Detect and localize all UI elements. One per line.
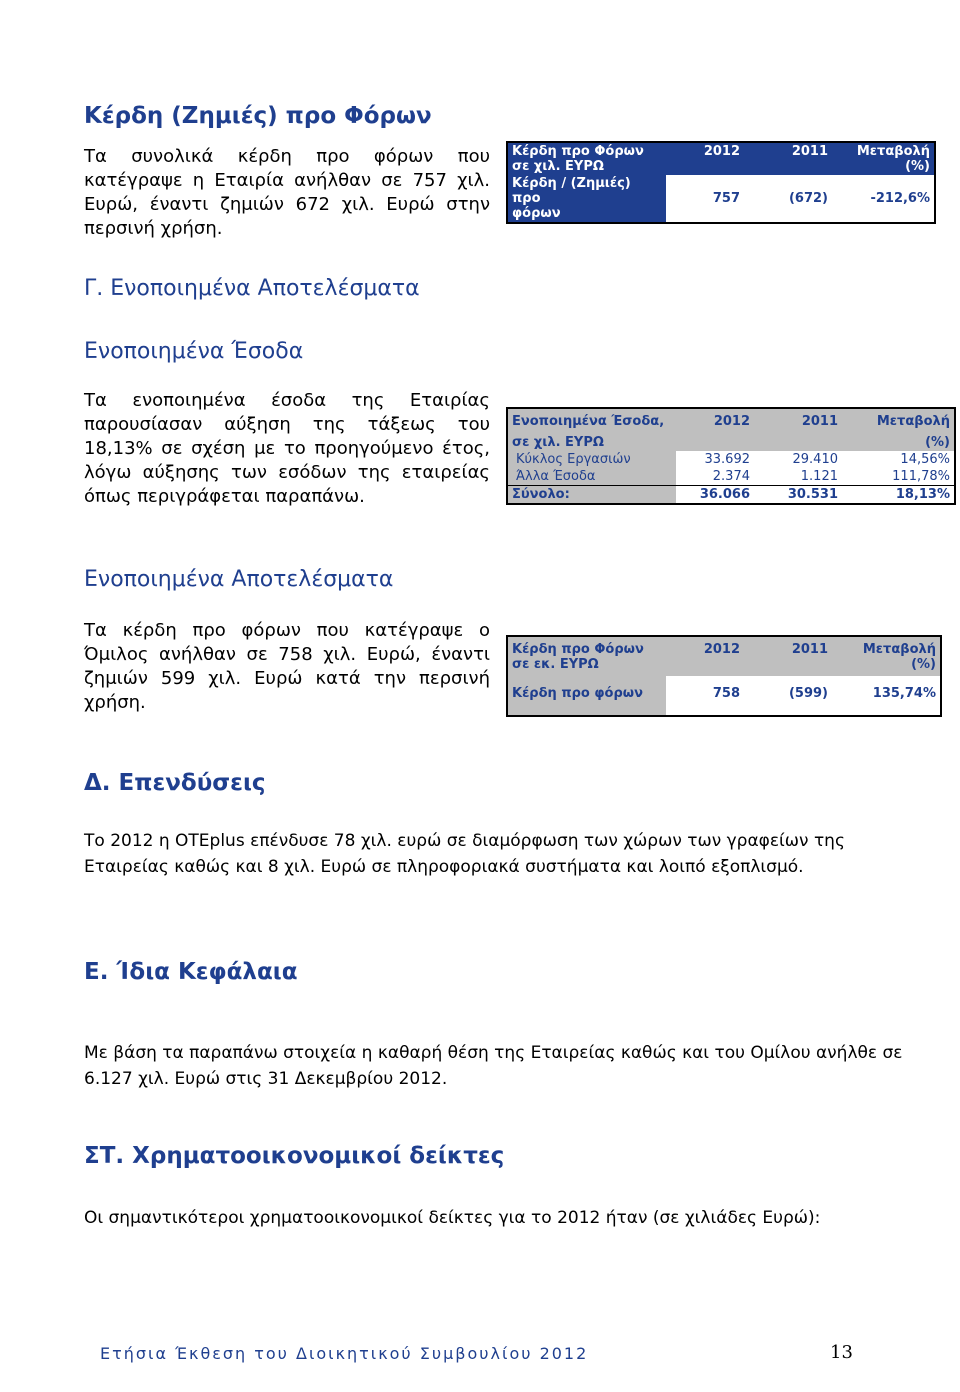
header-label-line2: σε χιλ. ΕΥΡΩ	[512, 159, 604, 174]
row-2011: (672)	[788, 191, 828, 206]
results-header-label	[507, 636, 666, 676]
revenue-row-change: 111,78%	[892, 469, 950, 484]
revenue-row-2011: 1.121	[800, 469, 838, 484]
revenue-header-change-line2: (%)	[925, 435, 950, 450]
results-table	[506, 635, 942, 717]
results-header-label-line1: Κέρδη προ Φόρων	[512, 642, 644, 657]
table-row	[507, 676, 941, 716]
revenue-subtitle: Ενοποιημένα Έσοδα	[84, 339, 304, 364]
profit-section-title: Κέρδη (Ζημιές) προ Φόρων	[84, 103, 432, 129]
results-table-header	[507, 636, 941, 676]
revenue-row-2011: 29.410	[792, 452, 838, 467]
results-header-2012: 2012	[703, 642, 740, 657]
header-2011: 2011	[791, 144, 828, 159]
header-change-line1: Μεταβολή	[856, 144, 930, 159]
revenue-header-label	[507, 408, 676, 451]
header-change-line2: (%)	[905, 159, 930, 174]
table-row	[507, 451, 955, 468]
row-label-line2: φόρων	[512, 206, 561, 221]
revenue-total-2011: 30.531	[787, 487, 838, 502]
revenue-total-change: 18,13%	[895, 487, 950, 502]
header-2012: 2012	[703, 144, 740, 159]
profit-table-header-label	[507, 142, 666, 175]
results-row-2011: (599)	[788, 686, 828, 701]
row-change: -212,6%	[870, 191, 930, 206]
revenue-header-2011: 2011	[801, 414, 838, 429]
results-subtitle: Ενοποιημένα Αποτελέσματα	[84, 567, 394, 592]
equity-paragraph: Με βάση τα παραπάνω στοιχεία η καθαρή θέση της Εταιρείας καθώς και του Ομίλου ανήλθε σε 6.127 χιλ. Ευρώ στις 31 Δεκεμβρίου 2012.	[84, 1043, 903, 1089]
profit-table-header	[507, 142, 935, 175]
results-row-2012: 758	[712, 686, 740, 701]
page-number: 13	[830, 1342, 853, 1363]
results-header-change	[832, 636, 941, 676]
revenue-total-label: Σύνολο:	[507, 486, 676, 505]
table-row	[507, 175, 935, 223]
results-paragraph: Τα κέρδη προ φόρων που κατέγραψε ο Όμιλος ανήλθαν σε 758 χιλ. Ευρώ, έναντι ζημιών 599 χιλ. Ευρώ κατά την περσινή χρήση.	[84, 620, 490, 713]
footer-text: Ετήσια Έκθεση του Διοικητικού Συμβουλίου 2012	[100, 1344, 589, 1363]
ratios-paragraph: Οι σημαντικότεροι χρηματοοικονομικοί δείκτες για το 2012 ήταν (σε χιλιάδες Ευρώ):	[84, 1208, 821, 1228]
profit-table	[506, 141, 936, 224]
header-change	[832, 142, 935, 175]
results-header-change-line1: Μεταβολή	[862, 642, 936, 657]
revenue-row-label: Κύκλος Εργασιών	[507, 451, 676, 468]
row-label	[507, 175, 666, 223]
profit-paragraph: Τα συνολικά κέρδη προ φόρων που κατέγραψε η Εταιρία ανήλθαν σε 757 χιλ. Ευρώ, έναντι ζημιών 672 χιλ. Ευρώ στην περσινή χρήση.	[84, 146, 490, 239]
ratios-title: ΣΤ. Χρηματοοικονομικοί δείκτες	[84, 1143, 505, 1169]
revenue-row-label: Άλλα Έσοδα	[507, 468, 676, 486]
revenue-row-2012: 2.374	[712, 469, 750, 484]
header-label-line1: Κέρδη προ Φόρων	[512, 144, 644, 159]
results-header-change-line2: (%)	[911, 657, 936, 672]
table-row	[507, 468, 955, 486]
row-label-line1: Κέρδη / (Ζημιές) προ	[512, 176, 631, 206]
revenue-header-label-line2: σε χιλ. ΕΥΡΩ	[512, 435, 604, 450]
revenue-header-change	[842, 408, 955, 451]
revenue-row-change: 14,56%	[900, 452, 950, 467]
results-header-2011: 2011	[791, 642, 828, 657]
revenue-table-header	[507, 408, 955, 451]
revenue-header-label-line1: Ενοποιημένα Έσοδα,	[512, 414, 665, 429]
revenue-total-2012: 36.066	[699, 487, 750, 502]
results-header-label-line2: σε εκ. ΕΥΡΩ	[512, 657, 599, 672]
results-row-change: 135,74%	[872, 686, 936, 701]
revenue-paragraph: Τα ενοποιημένα έσοδα της Εταιρίας παρουσίασαν αύξηση της τάξεως του 18,13% σε σχέση με το προηγούμενο έτος, λόγω αύξησης των εσόδων της εταιρείας όπως περιγράφεται παραπάνω.	[84, 390, 490, 507]
equity-title: Ε. Ίδια Κεφάλαια	[84, 959, 298, 985]
investments-title: Δ. Επενδύσεις	[84, 770, 266, 796]
results-row-label: Κέρδη προ φόρων	[507, 676, 666, 716]
investments-paragraph: Το 2012 η OTEplus επένδυσε 78 χιλ. ευρώ σε διαμόρφωση των χώρων των γραφείων της Εταιρείας καθώς και 8 χιλ. Ευρώ σε πληροφοριακά συστήματα και λοιπό εξοπλισμό.	[84, 831, 845, 877]
consolidated-section-title: Γ. Ενοποιημένα Αποτελέσματα	[84, 276, 420, 301]
revenue-table	[506, 407, 956, 505]
revenue-header-2012: 2012	[713, 414, 750, 429]
revenue-row-2012: 33.692	[704, 452, 750, 467]
table-row-total	[507, 486, 955, 505]
revenue-header-change-line1: Μεταβολή	[876, 414, 950, 429]
row-2012: 757	[712, 191, 740, 206]
